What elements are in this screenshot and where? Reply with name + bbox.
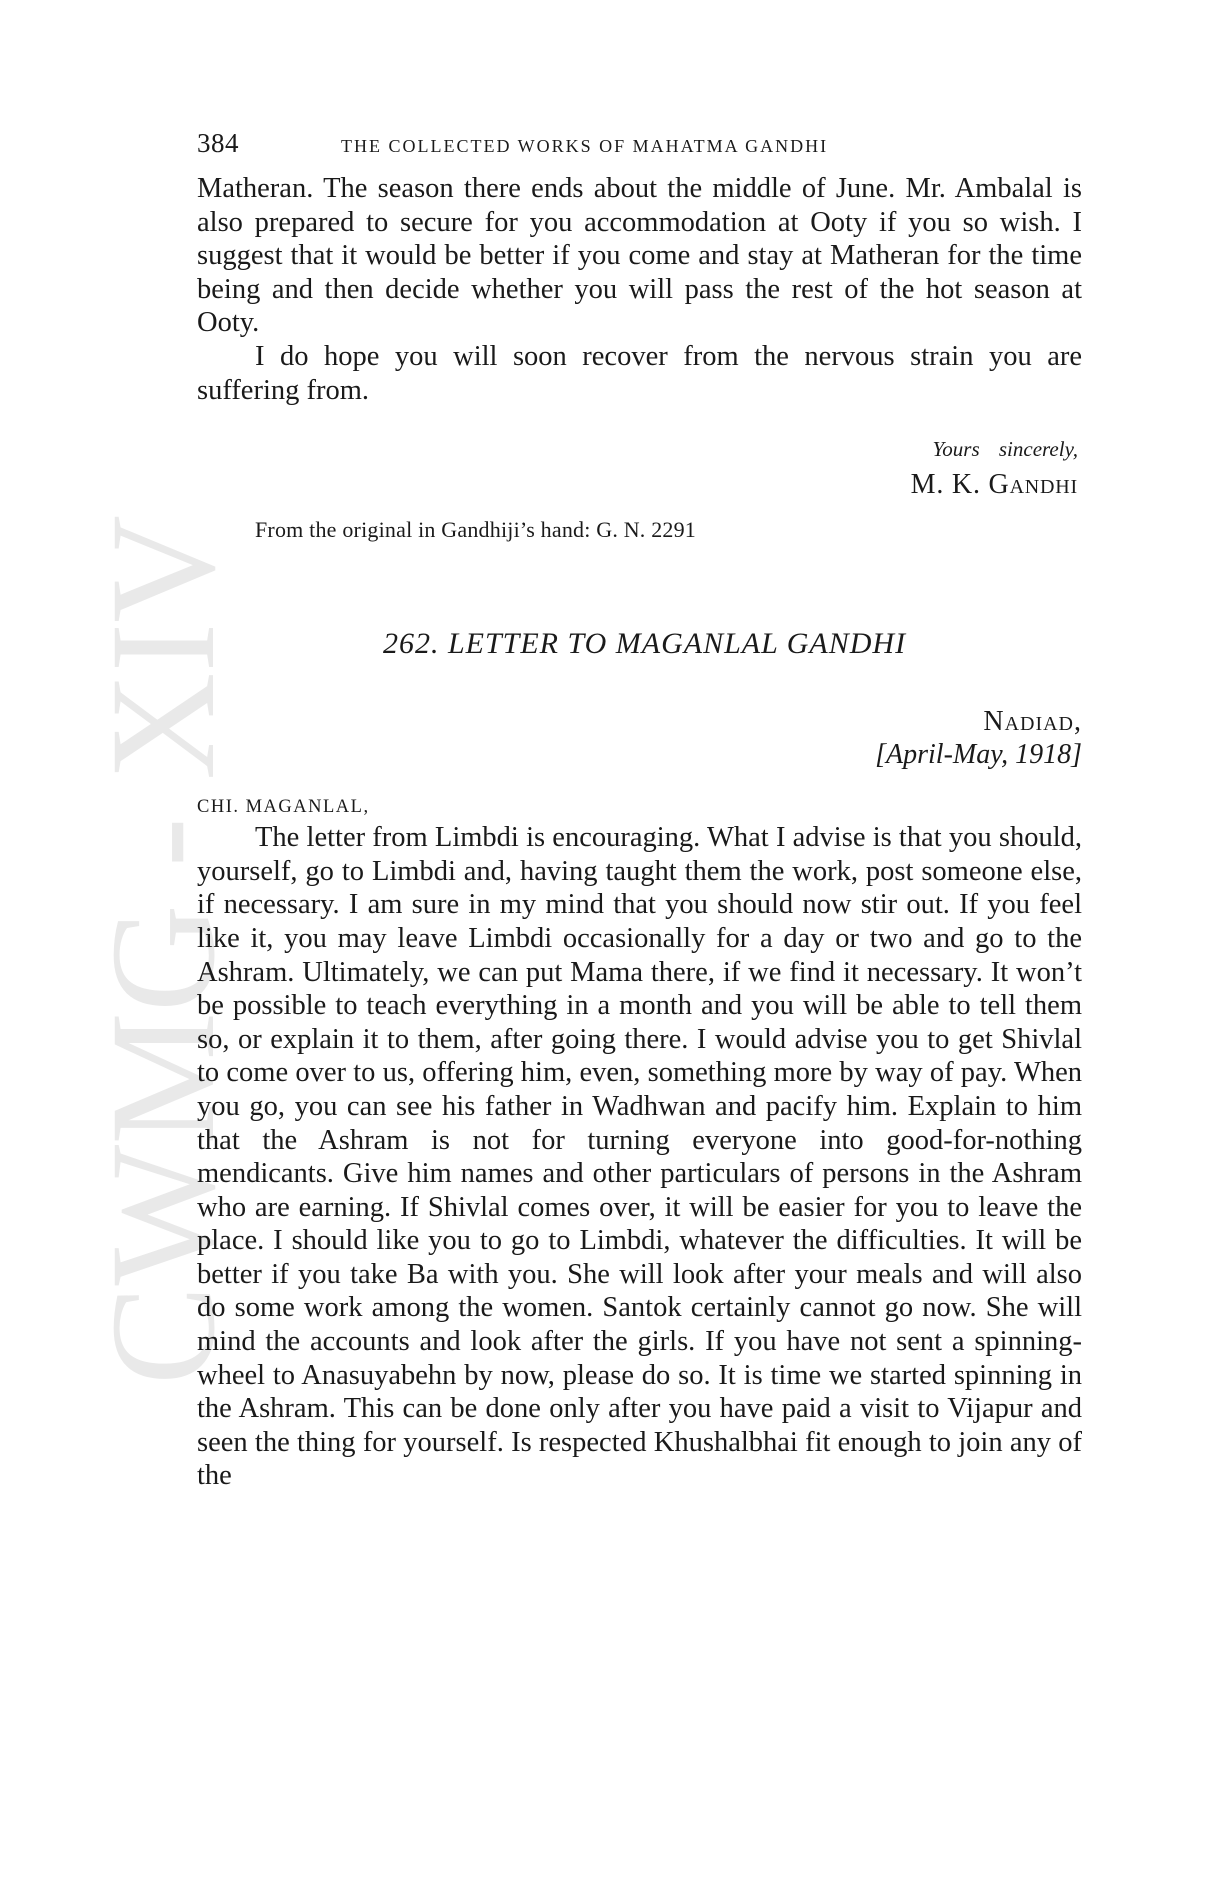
- letter-body: The letter from Limbdi is encouraging. What I advise is that you should, yourself, go to Limbdi and, having taught them the work, post someone else, if necessary. I am sure in my mind that you should now stir out. If you feel like it, you may leave Limbdi occasionally for a day or two and go to the Ashram. Ultimately, we can put Mama there, if we find it necessary. It won’t be possible to teach everything in a month and you will be able to tell them so, or explain it to them, after going there. I would advise you to get Shivlal to come over to us, offering him, even, something more by way of pay. When you go, you can see his father in Wadhwan and pacify him. Explain to him that the Ashram is not for turning everyone into good-for-nothing mendicants. Give him names and other particulars of persons in the Ashram who are earning. If Shivlal comes over, it will be easier for you to leave the place. I should like you to go to Limbdi, whatever the difficulties. It will be better if you take Ba with you. She will look after your meals and will also do some work among the women. Santok certainly cannot go now. She will mind the accounts and look after the girls. If you have not sent a spinning-wheel to Anasuyabehn by now, please do so. It is time we started spinning in the Ashram. This can be done only after you have paid a visit to Vijapur and seen the thing for yourself. Is respected Khushalbhai fit enough to join any of the: [197, 822, 1082, 1492]
- watermark-text: CWMG - XIV: [80, 510, 246, 1385]
- previous-letter-paragraph-2: I do hope you will soon recover from the nervous strain you are suffering from.: [197, 340, 1082, 406]
- closing-line: Yours sincerely,: [932, 437, 1078, 462]
- place-date-block: [197, 705, 1082, 771]
- page: [197, 128, 1082, 1493]
- source-note: From the original in Gandhiji’s hand: G. N. 2291: [255, 517, 697, 543]
- running-head: [197, 128, 1082, 172]
- letter-date: [April-May, 1918]: [875, 739, 1082, 771]
- running-title: THE COLLECTED WORKS OF MAHATMA GANDHI: [341, 136, 829, 156]
- letter-place: Nadiad,: [983, 706, 1082, 738]
- page-number: 384: [197, 128, 239, 158]
- letter-heading: 262. LETTER TO MAGANLAL GANDHI: [382, 627, 907, 661]
- signature: M. K. Gandhi: [910, 469, 1078, 501]
- previous-letter-paragraph-1: Matheran. The season there ends about the middle of June. Mr. Ambalal is also prepared to secure for you accommodation at Ooty if you so wish. I suggest that it would be better if you come and stay at Matheran for the time being and then decide whether you will pass the rest of the hot season at Ooty.: [197, 173, 1082, 339]
- salutation: CHI. MAGANLAL,: [197, 797, 370, 818]
- closing-block: [197, 437, 1082, 503]
